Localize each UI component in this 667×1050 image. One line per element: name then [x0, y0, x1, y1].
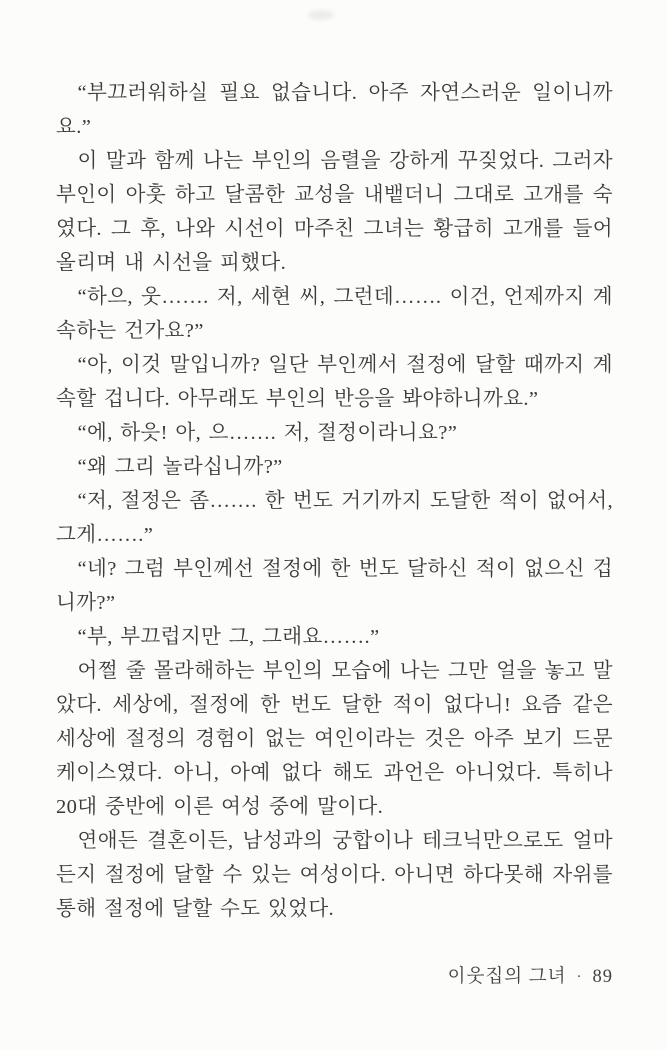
footer-book-title: 이웃집의 그녀 [447, 967, 567, 987]
footer-separator: · [576, 969, 583, 985]
footer-page-number: 89 [592, 967, 613, 987]
paragraph: “네? 그럼 부인께선 절정에 한 번도 달하신 적이 없으신 겁니까?” [56, 558, 613, 614]
text-block [56, 76, 613, 926]
paragraph: “아, 이것 말입니까? 일단 부인께서 절정에 달할 때까지 계속할 겁니다. 아무래도 부인의 반응을 봐야하니까요.” [56, 354, 613, 410]
paragraph: “왜 그리 놀라십니까?” [77, 456, 283, 478]
paragraph: “부끄러워하실 필요 없습니다. 아주 자연스러운 일이니까요.” [56, 82, 613, 138]
paragraph: 연애든 결혼이든, 남성과의 궁합이나 테크닉만으로도 얼마든지 절정에 달할 수 있는 여성이다. 아니면 하다못해 자위를 통해 절정에 달할 수도 있었다. [56, 830, 613, 920]
paragraph: 어쩔 줄 몰라해하는 부인의 모습에 나는 그만 얼을 놓고 말았다. 세상에, 절정에 한 번도 달한 적이 없다니! 요즘 같은 세상에 절정의 경험이 없는 여인이라는 것은 아주 보기 드문 케이스였다. 아니, 아예 없다 해도 과언은 아니었다. 특히나 20대 중반에 이른 여성 중에 말이다. [56, 660, 613, 818]
paragraph: “에, 하읏! 아, 으……. 저, 절정이라니요?” [77, 422, 458, 444]
paragraph: 이 말과 함께 나는 부인의 음렬을 강하게 꾸짖었다. 그러자 부인이 아훗 하고 달콤한 교성을 내뱉더니 그대로 고개를 숙였다. 그 후, 나와 시선이 마주친 그녀는 황급히 고개를 들어 올리며 내 시선을 피했다. [56, 150, 613, 274]
paragraph: “부, 부끄럽지만 그, 그래요…….” [77, 626, 380, 648]
scan-smudge [308, 10, 334, 20]
paragraph: “저, 절정은 좀……. 한 번도 거기까지 도달한 적이 없어서, 그게…….” [56, 490, 613, 546]
page-footer [448, 962, 613, 988]
paragraph: “하으, 웃……. 저, 세현 씨, 그런데……. 이건, 언제까지 계속하는 건가요?” [56, 286, 613, 342]
